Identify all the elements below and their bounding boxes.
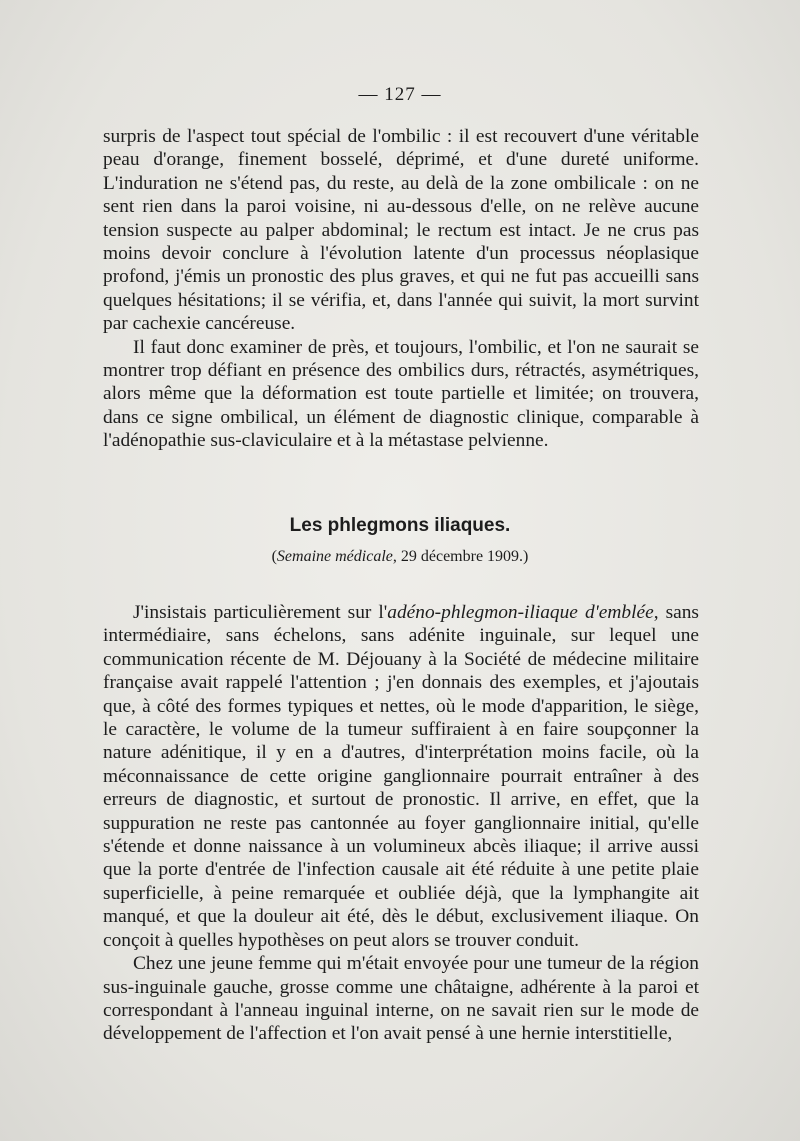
citation-open: ( (271, 548, 277, 565)
emphasized-term: adéno-phlegmon-iliaque d'emblée (387, 602, 654, 623)
paragraph (103, 601, 699, 952)
page-number: — 127 — (358, 84, 442, 105)
text-block-top (103, 125, 699, 453)
paragraph: surpris de l'aspect tout spécial de l'ombilic : il est recouvert d'une véritable peau d'orange, finement bosselé, déprimé, et d'une dureté uniforme. L'induration ne s'étend pas, du reste, au delà de la zone ombilicale : on ne sent rien dans la paroi voisine, ni au-dessous d'elle, on ne relève aucune tension suspecte au palper abdominal; le rectum est intact. Je ne crus pas moins devoir conclure à l'évolution latente d'un processus néoplasique profond, j'émis un pronostic des plus graves, et qui ne fut pas accueilli sans quelques hésitations; il se vérifia, et, dans l'année qui suivit, la mort survint par cachexie cancéreuse. (103, 126, 699, 335)
citation-journal: Semaine médicale (276, 548, 393, 565)
paragraph: Il faut donc examiner de près, et toujours, l'ombilic, et l'on ne saurait se montrer trop défiant en présence des ombilics durs, rétractés, asymétriques, alors même que la déformation est toute partielle et limitée; on trouvera, dans ce signe ombilical, un élément de diagnostic clinique, comparable à l'adénopathie sus-claviculaire et à la métastase pelvienne. (103, 336, 699, 452)
section-heading: Les phlegmons iliaques. (289, 515, 511, 536)
paragraph-part: , sans intermédiaire, sans échelons, sans adénite inguinale, sur lequel une communication récente de M. Déjouany à la Société de médecine militaire française avait rappelé l'attention ; j'en donnais des exemples, et j'ajoutais que, à côté des formes typiques et nettes, où le mode d'apparition, le siège, le caractère, le volume de la tumeur suffiraient à en faire soupçonner la nature adénitique, il y en a d'autres, d'interprétation moins facile, où la méconnaissance de cette origine ganglionnaire pourrait entraîner à des erreurs de diagnostic, et surtout de pronostic. Il arrive, en effet, que la suppuration ne reste pas cantonnée au foyer ganglionnaire initial, qu'elle s'étende et donne naissance à un volumineux abcès iliaque; il arrive aussi que la porte d'entrée de l'infection causale ait été réduite à une petite plaie superficielle, à peine remarquée et oubliée déjà, que la lymphangite ait manqué, et que la douleur ait été, dès le début, exclusivement iliaque. On conçoit à quelles hypothèses on peut alors se trouver conduit. (103, 602, 699, 951)
paragraph-part: J'insistais particulièrement sur l' (133, 602, 388, 623)
citation-date: , 29 décembre 1909.) (392, 548, 529, 565)
text-block-bottom (103, 601, 699, 1046)
source-citation (0, 548, 800, 566)
paragraph: Chez une jeune femme qui m'était envoyée pour une tumeur de la région sus-inguinale gauche, grosse comme une châtaigne, adhérente à la paroi et correspondant à l'anneau inguinal interne, on ne savait rien sur le mode de développement de l'affection et l'on avait pensé à une hernie interstitielle, (103, 953, 699, 1045)
